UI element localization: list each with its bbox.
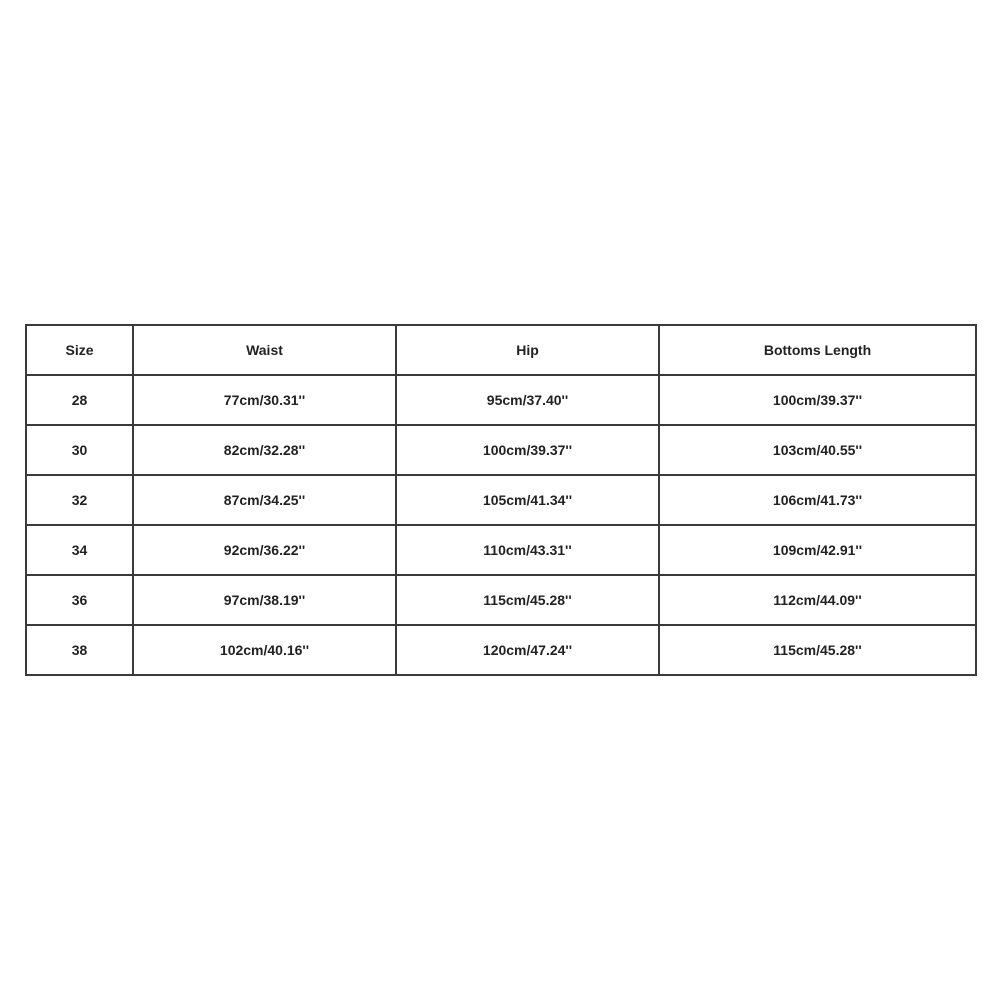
table-body	[26, 375, 976, 675]
size-cell: 34	[26, 525, 133, 575]
table-header	[26, 325, 976, 375]
table-row	[26, 525, 976, 575]
hip-cell: 95cm/37.40''	[396, 375, 659, 425]
waist-cell: 102cm/40.16''	[133, 625, 396, 675]
waist-cell: 97cm/38.19''	[133, 575, 396, 625]
table-row	[26, 575, 976, 625]
table-row	[26, 425, 976, 475]
size-cell: 30	[26, 425, 133, 475]
hip-cell: 115cm/45.28''	[396, 575, 659, 625]
header-hip: Hip	[396, 325, 659, 375]
table-row	[26, 625, 976, 675]
header-row	[26, 325, 976, 375]
hip-cell: 105cm/41.34''	[396, 475, 659, 525]
size-cell: 36	[26, 575, 133, 625]
waist-cell: 87cm/34.25''	[133, 475, 396, 525]
header-bottoms-length: Bottoms Length	[659, 325, 976, 375]
bottoms-length-cell: 106cm/41.73''	[659, 475, 976, 525]
header-size: Size	[26, 325, 133, 375]
size-cell: 32	[26, 475, 133, 525]
size-cell: 38	[26, 625, 133, 675]
bottoms-length-cell: 109cm/42.91''	[659, 525, 976, 575]
waist-cell: 82cm/32.28''	[133, 425, 396, 475]
size-chart-table	[25, 324, 977, 676]
hip-cell: 110cm/43.31''	[396, 525, 659, 575]
bottoms-length-cell: 103cm/40.55''	[659, 425, 976, 475]
table-row	[26, 475, 976, 525]
bottoms-length-cell: 112cm/44.09''	[659, 575, 976, 625]
bottoms-length-cell: 115cm/45.28''	[659, 625, 976, 675]
waist-cell: 92cm/36.22''	[133, 525, 396, 575]
bottoms-length-cell: 100cm/39.37''	[659, 375, 976, 425]
table-row	[26, 375, 976, 425]
size-cell: 28	[26, 375, 133, 425]
hip-cell: 100cm/39.37''	[396, 425, 659, 475]
header-waist: Waist	[133, 325, 396, 375]
hip-cell: 120cm/47.24''	[396, 625, 659, 675]
waist-cell: 77cm/30.31''	[133, 375, 396, 425]
